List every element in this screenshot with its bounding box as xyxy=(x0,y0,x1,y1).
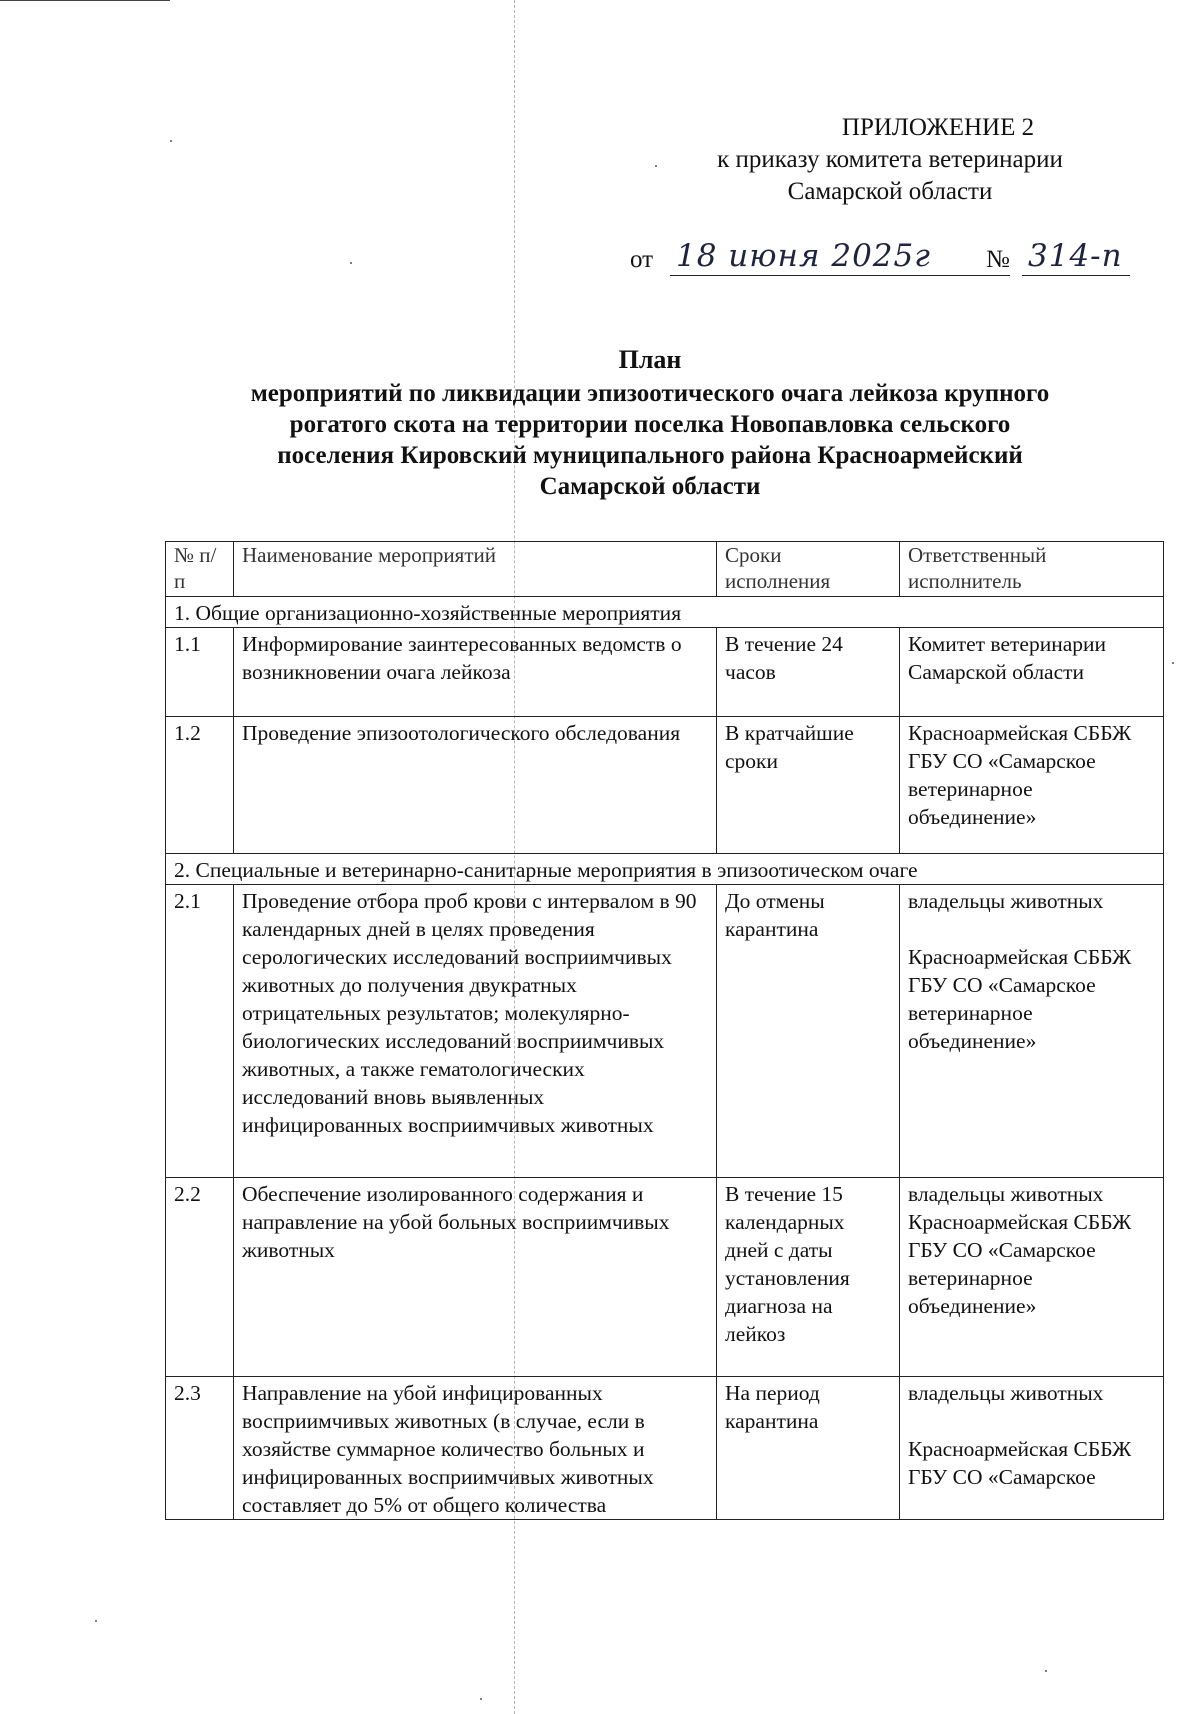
row-term: В течение 24 часов xyxy=(717,628,900,717)
row-responsible: Комитет ветеринарии Самарской области xyxy=(900,628,1164,717)
annex-order-line: к приказу комитета ветеринарии xyxy=(717,146,1063,173)
row-term: На период карантина xyxy=(717,1377,900,1520)
number-handwritten: 314-п xyxy=(1028,238,1123,274)
table-row xyxy=(166,1178,1164,1377)
row-measure: Проведение отбора проб крови с интервалом в 90 календарных дней в целях проведения серологических исследований восприимчивых животных до получения двукратных отрицательных результатов; молекулярно-биологических исследований восприимчивых животных, а также гематологических исследований вновь выявленных инфицированных восприимчивых животных xyxy=(234,885,717,1178)
row-measure: Обеспечение изолированного содержания и направление на убой больных восприимчивых животных xyxy=(234,1178,717,1377)
order-date-number xyxy=(630,236,1130,280)
row-term: В кратчайшие сроки xyxy=(717,717,900,854)
section-row xyxy=(166,854,1164,885)
row-number: 2.2 xyxy=(166,1178,234,1377)
header-responsible: Ответственный исполнитель xyxy=(900,542,1164,597)
title-line-3: поселения Кировский муниципального района Красноармейский xyxy=(277,442,1023,469)
table-row xyxy=(166,717,1164,854)
row-number: 1.1 xyxy=(166,628,234,717)
title-heading: План xyxy=(618,345,682,374)
measures-table xyxy=(165,541,1164,1520)
row-responsible: владельцы животных xyxy=(908,1381,1104,1405)
header-term: Сроки исполнения xyxy=(717,542,900,597)
scan-speck xyxy=(95,1620,97,1622)
row-term: В течение 15 календарных дней с даты установления диагноза на лейкоз xyxy=(717,1178,900,1377)
scan-speck xyxy=(655,165,657,167)
row-responsible-cell xyxy=(900,885,1164,1178)
annex-title: ПРИЛОЖЕНИЕ 2 xyxy=(841,114,1035,141)
row-number: 2.1 xyxy=(166,885,234,1178)
annex-header xyxy=(660,112,1120,208)
number-label: № xyxy=(986,246,1010,273)
table-header-row xyxy=(166,542,1164,597)
row-responsible: владельцы животных xyxy=(908,889,1104,913)
scan-speck xyxy=(350,262,352,264)
row-measure: Проведение эпизоотологического обследования xyxy=(234,717,717,854)
page-edge-line xyxy=(0,0,170,1)
row-measure: Направление на убой инфицированных восприимчивых животных (в случае, если в хозяйстве суммарное количество больных и инфицированных восприимчивых животных составляет до 5% от общего количества xyxy=(234,1377,717,1520)
row-responsible-cell xyxy=(900,1377,1164,1520)
title-line-4: Самарской области xyxy=(539,473,761,500)
section-row xyxy=(166,597,1164,628)
row-responsible-secondary: Красноармейская СББЖ ГБУ СО «Самарское ветеринарное объединение» xyxy=(908,945,1132,1053)
header-name: Наименование мероприятий xyxy=(234,542,717,597)
row-measure: Информирование заинтересованных ведомств о возникновении очага лейкоза xyxy=(234,628,717,717)
table-row xyxy=(166,1377,1164,1520)
scan-speck xyxy=(170,140,172,142)
table-row xyxy=(166,628,1164,717)
row-responsible-secondary: Красноармейская СББЖ ГБУ СО «Самарское xyxy=(908,1437,1132,1489)
title-line-1: мероприятий по ликвидации эпизоотического очага лейкоза крупного xyxy=(250,380,1050,407)
table-row xyxy=(166,885,1164,1178)
scan-speck xyxy=(1045,1670,1047,1672)
section-title: 2. Специальные и ветеринарно-санитарные мероприятия в эпизоотическом очаге xyxy=(166,854,1164,885)
row-number: 1.2 xyxy=(166,717,234,854)
row-term: До отмены карантина xyxy=(717,885,900,1178)
scan-speck xyxy=(1172,662,1174,664)
section-title: 1. Общие организационно-хозяйственные мероприятия xyxy=(166,597,1164,628)
title-line-2: рогатого скота на территории поселка Новопавловка сельского xyxy=(289,411,1011,438)
row-responsible: владельцы животных Красноармейская СББЖ ГБУ СО «Самарское ветеринарное объединение» xyxy=(900,1178,1164,1377)
header-number: № п/п xyxy=(166,542,234,597)
from-label: от xyxy=(630,246,654,273)
annex-region-line: Самарской области xyxy=(787,178,993,205)
number-underline xyxy=(1022,275,1130,276)
document-title xyxy=(160,344,1140,502)
scan-speck xyxy=(480,1698,482,1700)
date-underline xyxy=(670,275,1010,276)
date-handwritten: 18 июня 2025г xyxy=(676,238,931,274)
row-responsible: Красноармейская СББЖ ГБУ СО «Самарское ветеринарное объединение» xyxy=(900,717,1164,854)
row-number: 2.3 xyxy=(166,1377,234,1520)
